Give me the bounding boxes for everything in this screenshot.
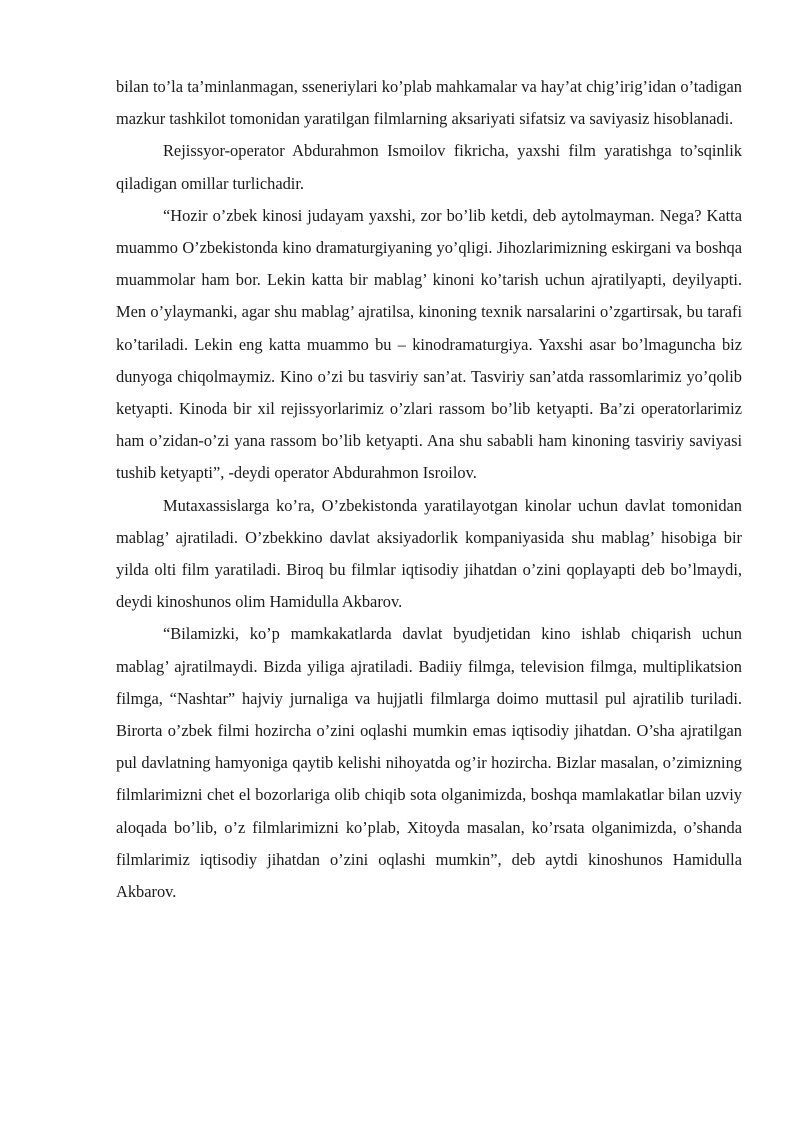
paragraph-2: Rejissyor-operator Abdurahmon Ismoilov fikricha, yaxshi film yaratishga to’sqinlik qiladigan omillar turlichadir.: [116, 141, 742, 193]
paragraph-3: “Hozir o’zbek kinosi judayam yaxshi, zor bo’lib ketdi, deb aytolmayman. Nega? Katta muammo O’zbekistonda kino dramaturgiyaning yo’qligi. Jihozlarimizning eskirgani va boshqa muammolar ham bor. Lekin katta bir mablag’ kinoni ko’tarish uchun ajratilyapti, deyilyapti. Men o’ylaymanki, agar shu mablag’ ajratilsa, kinoning texnik narsalarini o’zgartirsak, bu tarafi ko’tariladi. Lekin eng katta muammo bu – kinodramaturgiya. Yaxshi asar bo’lmaguncha biz dunyoga chiqolmaymiz. Kino o’zi bu tasviriy san’at. Tasviriy san’atda rassomlarimiz yo’qolib ketyapti. Kinoda bir xil rejissyorlarimiz o’zlari rassom bo’lib ketyapti. Ba’zi operatorlarimiz ham o’zidan-o’zi yana rassom bo’lib ketyapti. Ana shu sababli ham kinoning tasviriy saviyasi tushib ketyapti”, -deydi operator Abdurahmon Isroilov.: [116, 205, 742, 483]
paragraph-5: “Bilamizki, ko’p mamkakatlarda davlat byudjetidan kino ishlab chiqarish uchun mablag’ ajratilmaydi. Bizda yiliga ajratiladi. Badiiy filmga, television filmga, multiplikatsion filmga, “Nashtar” hajviy jurnaliga va hujjatli filmlarga doimo muttasil pul ajratilib turiladi. Birorta o’zbek filmi hozircha o’zini oqlashi mumkin emas iqtisodiy jihatdan. O’sha ajratilgan pul davlatning hamyoniga qaytib kelishi nihoyatda og’ir hozircha. Bizlar masalan, o’zimizning filmlarimizni chet el bozorlariga olib chiqib sota olganimizda, boshqa mamlakatlar bilan uzviy aloqada bo’lib, o’z filmlarimizni ko’plab, Xitoyda masalan, ko’rsata olganimizda, o’shanda filmlarimiz iqtisodiy jihatdan o’zini oqlashi mumkin”, deb aytdi kinoshunos Hamidulla Akbarov.: [116, 624, 742, 902]
document-page: [116, 71, 742, 908]
paragraph-1: bilan to’la ta’minlanmagan, sseneriylari ko’plab mahkamalar va hay’at chig’irig’idan o’tadigan mazkur tashkilot tomonidan yaratilgan filmlarning aksariyati sifatsiz va saviyasiz hisoblanadi.: [116, 77, 742, 129]
paragraph-4: Mutaxassislarga ko’ra, O’zbekistonda yaratilayotgan kinolar uchun davlat tomonidan mablag’ ajratiladi. O’zbekkino davlat aksiyadorlik kompaniyasida shu mablag’ hisobiga bir yilda olti film yaratiladi. Biroq bu filmlar iqtisodiy jihatdan o’zini qoplayapti deb bo’lmaydi, deydi kinoshunos olim Hamidulla Akbarov.: [116, 495, 742, 612]
